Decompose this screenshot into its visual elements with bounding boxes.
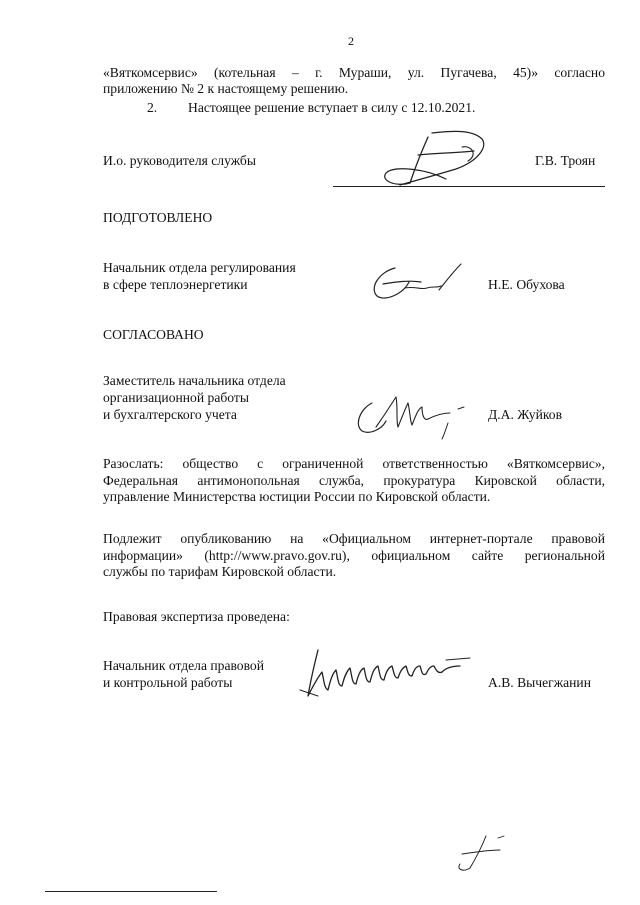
legal-name: А.В. Вычегжанин: [488, 675, 591, 690]
prepared-heading: ПОДГОТОВЛЕНО: [103, 210, 213, 225]
item-number: 2.: [147, 100, 158, 115]
publication-line-3: службы по тарифам Кировской области.: [103, 564, 337, 579]
margin-initials-mark: [452, 832, 512, 874]
distribution-line-1: Разослать: общество с ограниченной ответственностью «Вяткомсервис»,: [103, 456, 605, 471]
agreed-heading: СОГЛАСОВАНО: [103, 327, 204, 342]
legal-position-2: и контрольной работы: [103, 675, 233, 690]
distribution-line-2: Федеральная антимонопольная служба, прокуратура Кировской области,: [103, 473, 605, 488]
footnote-rule: [45, 891, 217, 892]
head-signature-image: [370, 125, 510, 205]
publication-line-2: информации» (http://www.pravo.gov.ru), официальном сайте региональной: [103, 548, 605, 563]
agreed-name: Д.А. Жуйков: [488, 407, 563, 422]
legal-review-text: Правовая экспертиза проведена:: [103, 609, 290, 624]
legal-position-1: Начальник отдела правовой: [103, 658, 265, 673]
prepared-signature-image: [365, 258, 465, 304]
agreed-position-2: организационной работы: [103, 390, 249, 405]
page-number: 2: [348, 34, 354, 48]
intro-line-1: «Вяткомсервис» (котельная – г. Мураши, ул. Пугачева, 45)» согласно: [103, 65, 605, 80]
item-text: Настоящее решение вступает в силу с 12.10.2021.: [188, 100, 476, 115]
signature-rule: [333, 186, 605, 187]
agreed-position-1: Заместитель начальника отдела: [103, 373, 286, 388]
publication-line-1: Подлежит опубликованию на «Официальном интернет-портале правовой: [103, 531, 605, 546]
agreed-position-3: и бухгалтерского учета: [103, 407, 237, 422]
legal-signature-image: [296, 646, 476, 706]
prepared-position-1: Начальник отдела регулирования: [103, 260, 296, 275]
prepared-position-2: в сфере теплоэнергетики: [103, 277, 248, 292]
intro-line-2: приложению № 2 к настоящему решению.: [103, 81, 349, 96]
distribution-line-3: управление Министерства юстиции России по Кировской области.: [103, 489, 491, 504]
agreed-signature-image: [352, 393, 477, 443]
prepared-name: Н.Е. Обухова: [488, 277, 565, 292]
head-name: Г.В. Троян: [535, 153, 596, 168]
head-position: И.о. руководителя службы: [103, 153, 256, 168]
